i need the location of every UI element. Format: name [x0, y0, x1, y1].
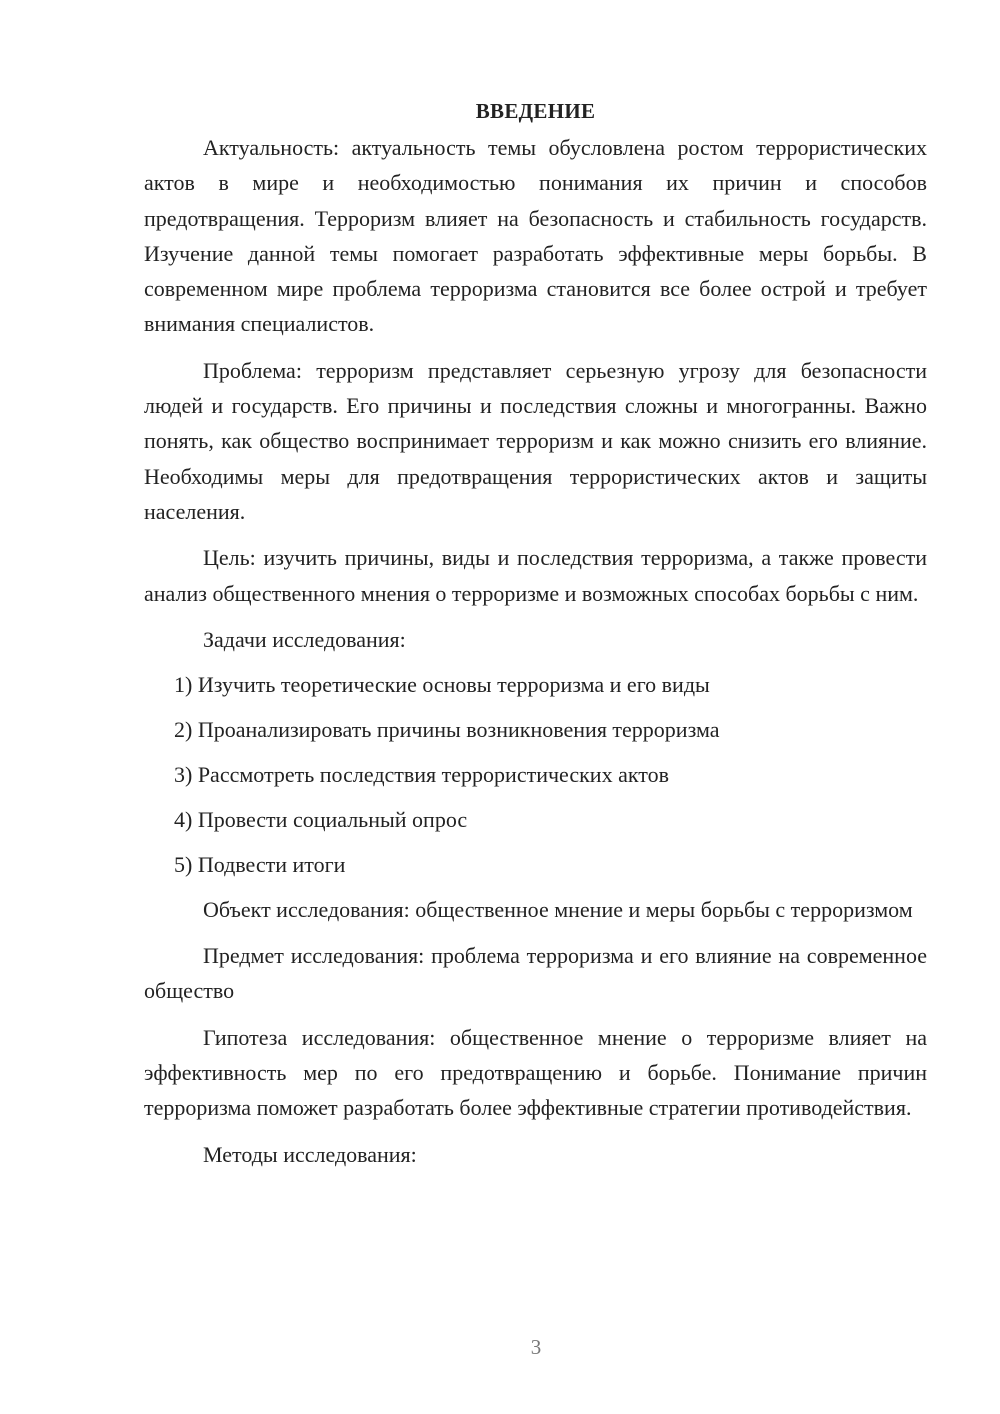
hypothesis-paragraph: Гипотеза исследования: общественное мнение о терроризме влияет на эффективность мер по его предотвращению и борьбе. Понимание причин терроризма поможет разработать более эффективные стратегии противодействия.: [144, 1024, 927, 1121]
section-title: ВВЕДЕНИЕ: [475, 99, 596, 123]
list-item: 4) Провести социальный опрос: [174, 806, 468, 832]
problem-paragraph: Проблема: терроризм представляет серьезную угрозу для безопасности людей и государств. Его причины и последствия сложны и многогранны. Важно понять, как общество воспринимает терроризм и как можно снизить его влияние. Необходимы меры для предотвращения террористических актов и защиты населения.: [144, 357, 927, 524]
object-paragraph: Объект исследования: общественное мнение и меры борьбы с терроризмом: [203, 896, 913, 922]
list-item: 2) Проанализировать причины возникновения терроризма: [174, 716, 720, 742]
subject-paragraph: Предмет исследования: проблема терроризма и его влияние на современное общество: [144, 943, 927, 1004]
tasks-label: Задачи исследования:: [203, 626, 406, 652]
methods-label: Методы исследования:: [203, 1141, 417, 1167]
page-content: [144, 94, 927, 1182]
list-item: 5) Подвести итоги: [174, 851, 346, 877]
list-item: 1) Изучить теоретические основы терроризма и его виды: [174, 671, 710, 697]
tasks-list: [144, 667, 927, 882]
page-number: 3: [530, 1335, 542, 1359]
list-item: 3) Рассмотреть последствия террористических актов: [174, 761, 669, 787]
relevance-paragraph: Актуальность: актуальность темы обусловлена ростом террористических актов в мире и необходимостью понимания их причин и способов предотвращения. Терроризм влияет на безопасность и стабильность государств. Изучение данной темы помогает разработать эффективные меры борьбы. В современном мире проблема терроризма становится все более острой и требует внимания специалистов.: [144, 135, 927, 337]
goal-paragraph: Цель: изучить причины, виды и последствия терроризма, а также провести анализ общественного мнения о терроризме и возможных способах борьбы с ним.: [144, 545, 927, 606]
